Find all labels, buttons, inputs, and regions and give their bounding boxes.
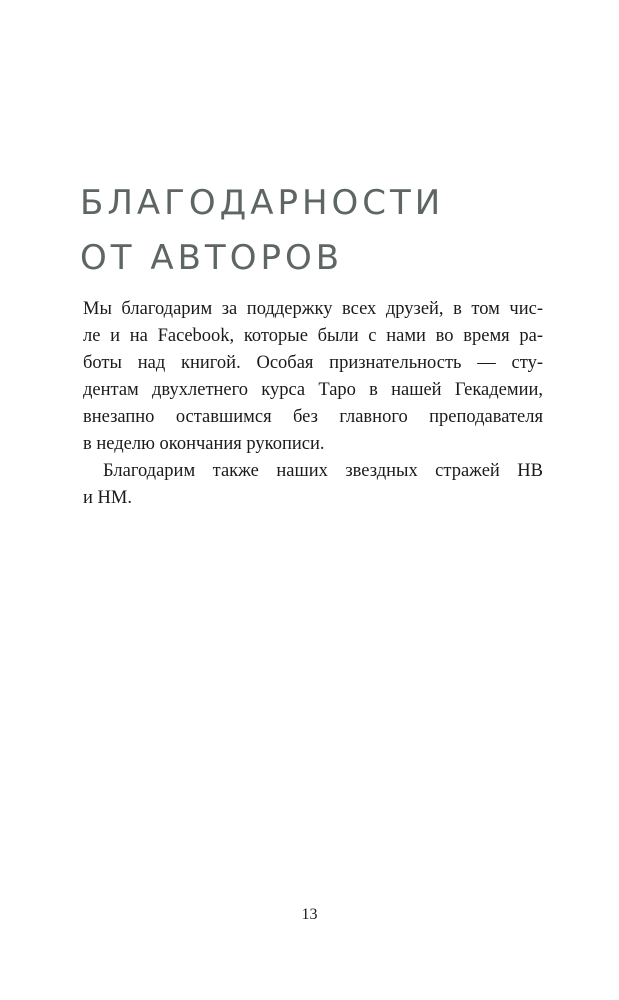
page-number: 13 <box>301 906 318 923</box>
heading-line: ОТ АВТОРОВ <box>80 238 344 278</box>
paragraph <box>83 458 543 512</box>
text-line: боты над книгой. Особая признательность — сту- <box>83 353 543 373</box>
paragraph <box>83 296 543 458</box>
body-text <box>83 296 543 512</box>
text-line: ле и на Facebook, которые были с нами во время ра- <box>83 326 543 346</box>
text-line: дентам двухлетнего курса Таро в нашей Гекадемии, <box>83 380 543 400</box>
chapter-heading <box>80 176 550 286</box>
heading-line: БЛАГОДАРНОСТИ <box>80 183 445 223</box>
text-line: Мы благодарим за поддержку всех друзей, в том чис- <box>83 299 543 319</box>
text-line: и НМ. <box>83 488 132 508</box>
text-line: внезапно оставшимся без главного преподавателя <box>83 407 543 427</box>
text-line: в неделю окончания рукописи. <box>83 434 325 454</box>
text-line: Благодарим также наших звездных стражей НВ <box>103 461 543 481</box>
